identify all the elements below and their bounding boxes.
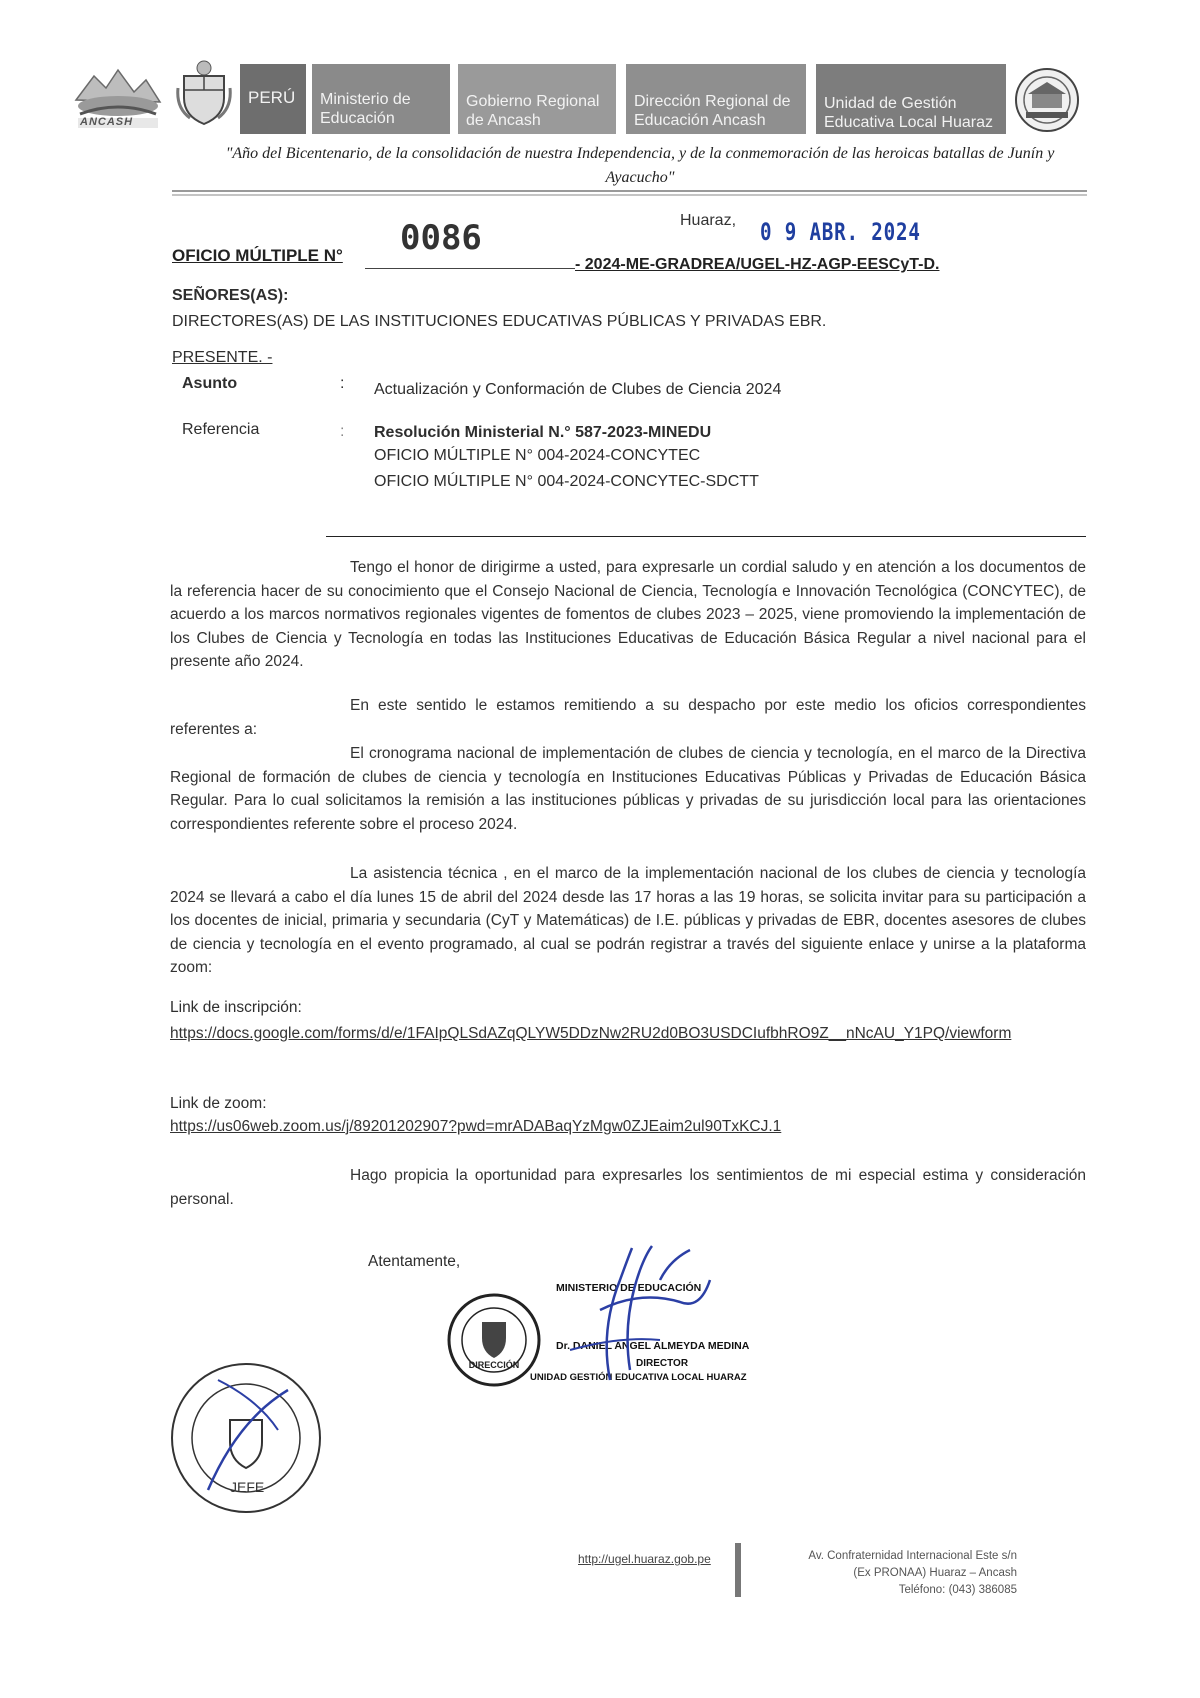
asunto-value: Actualización y Conformación de Clubes de Ciencia 2024 (374, 381, 782, 398)
band-direccion-regional: Dirección Regional de Educación Ancash (626, 64, 806, 134)
band-ugel: Unidad de Gestión Educativa Local Huaraz (816, 64, 1006, 134)
oficio-label: OFICIO MÚLTIPLE N° (172, 246, 343, 265)
band-ministerio: Ministerio de Educación (312, 64, 450, 134)
paragraph-1 (170, 556, 1086, 674)
paragraph-4-text: La asistencia técnica , en el marco de la implementación nacional de los clubes de ciencia y tecnología 2024 se llevará a cabo el día lunes 15 de abril del 2024 desde las 17 horas a las 19 horas, se solicita invitar para su participación a los docentes de inicial, primaria y secundaria (CyT y Matemáticas) de I.E. públicas y privadas de EBR, docentes asesores de clubes de ciencia y tecnología en el evento programado, al cual se podrán registrar a través del siguiente enlace y unirse a la plataforma zoom: (170, 865, 1086, 976)
referencia-line-2: OFICIO MÚLTIPLE N° 004-2024-CONCYTEC (374, 447, 701, 464)
date-stamp: 0 9 ABR. 2024 (760, 218, 921, 246)
closing: Atentamente, (368, 1253, 461, 1270)
ancash-logo-text: ANCASH (80, 116, 134, 128)
footer-address-line-3: Teléfono: (043) 386085 (898, 1584, 1017, 1596)
referencia-line-1: Resolución Ministerial N.° 587-2023-MINEDU (374, 424, 712, 441)
recipients-line: DIRECTORES(AS) DE LAS INSTITUCIONES EDUCATIVAS PÚBLICAS Y PRIVADAS EBR. (172, 313, 827, 330)
registration-link[interactable]: https://docs.google.com/forms/d/e/1FAIpQLSdAZqQLYW5DDzNw2RU2d0BO3USDCIufbhRO9Z__nNcAU_Y1PQ/viewform (170, 1025, 1012, 1042)
paragraph-1-text: Tengo el honor de dirigirme a usted, para expresarle un cordial saludo y en atención a los documentos de la referencia hacer de su conocimiento que el Consejo Nacional de Ciencia, Tecnología e Innovación Tecnológica (CONCYTEC), de acuerdo a los marcos normativos regionales vigentes de fomentos de clubes 2023 – 2025, viene promoviendo la implementación de los Clubes de Ciencia y Tecnología en todas las Instituciones Educativas de Educación Básica Regular a nivel nacional para el presente año 2024. (170, 559, 1086, 670)
link1-label: Link de inscripción: (170, 999, 302, 1016)
footer-url[interactable]: http://ugel.huaraz.gob.pe (578, 1552, 711, 1566)
ugel-emblem-icon (1012, 66, 1082, 134)
paragraph-2 (170, 694, 1086, 741)
oficio-code: - 2024-ME-GRADREA/UGEL-HZ-AGP-EESCyT-D. (575, 256, 940, 273)
zoom-link[interactable]: https://us06web.zoom.us/j/89201202907?pwd=mrADABaqYzMgw0ZJEaim2ul90TxKCJ.1 (170, 1118, 782, 1135)
stamp-ministry: MINISTERIO DE EDUCACIÓN (556, 1282, 702, 1294)
peru-shield-icon (176, 58, 232, 126)
ugel-round-stamp (168, 1360, 324, 1516)
asunto-colon: : (340, 375, 345, 392)
signer-name: Dr. DANIEL ANGEL ALMEYDA MEDINA (556, 1340, 750, 1352)
asunto-label: Asunto (182, 375, 238, 392)
footer-separator (735, 1543, 741, 1597)
paragraph-3 (170, 742, 1086, 836)
header-rule-2 (172, 194, 1087, 196)
referencia-colon: : (340, 423, 345, 440)
header-rule (172, 190, 1087, 192)
footer-address-line-1: Av. Confraternidad Internacional Este s/n (808, 1550, 1017, 1562)
signer-title: DIRECTOR (636, 1358, 689, 1369)
presente: PRESENTE. - (172, 349, 273, 366)
ancash-logo (72, 62, 164, 132)
oficio-number-underline (365, 268, 575, 269)
recipients-title: SEÑORES(AS): (172, 287, 289, 304)
direction-round-stamp (446, 1292, 542, 1388)
place: Huaraz, (680, 212, 737, 229)
paragraph-4 (170, 862, 1086, 980)
footer-address-line-2: (Ex PRONAA) Huaraz – Ancash (853, 1567, 1017, 1579)
oficio-number: 0086 (400, 218, 482, 258)
paragraph-2-text: En este sentido le estamos remitiendo a su despacho por este medio los oficios correspondientes referentes a: (170, 697, 1086, 738)
paragraph-5 (170, 1164, 1086, 1211)
footer-address (752, 1548, 1017, 1599)
referencia-label: Referencia (182, 421, 260, 438)
referencia-line-3: OFICIO MÚLTIPLE N° 004-2024-CONCYTEC-SDCTT (374, 473, 759, 490)
round-stamp-text: DIRECCIÓN (468, 1360, 520, 1370)
band-peru: PERÚ (240, 64, 306, 134)
motto: "Año del Bicentenario, de la consolidación de nuestra Independencia, y de la conmemoración de las heroicas batallas de Junín y Ayacucho" (225, 145, 1055, 186)
link2-label: Link de zoom: (170, 1095, 267, 1112)
paragraph-3-text: El cronograma nacional de implementación de clubes de ciencia y tecnología, en el marco de la Directiva Regional de formación de clubes de ciencia y tecnología en Instituciones Educativas Públicas y Privadas de Educación Básica Regular. Para lo cual solicitamos la remisión a las instituciones públicas y privadas de su jurisdicción local para las orientaciones correspondientes referente sobre el proceso 2024. (170, 745, 1086, 833)
svg-text:JEFE: JEFE (230, 1479, 265, 1495)
signer-unit: UNIDAD GESTIÓN EDUCATIVA LOCAL HUARAZ (530, 1372, 747, 1383)
band-gobierno-regional: Gobierno Regional de Ancash (458, 64, 616, 134)
handwritten-signature (540, 1240, 720, 1390)
paragraph-5-text: Hago propicia la oportunidad para expresarles los sentimientos de mi especial estima y consideración personal. (170, 1167, 1086, 1208)
separator-line (326, 536, 1086, 537)
